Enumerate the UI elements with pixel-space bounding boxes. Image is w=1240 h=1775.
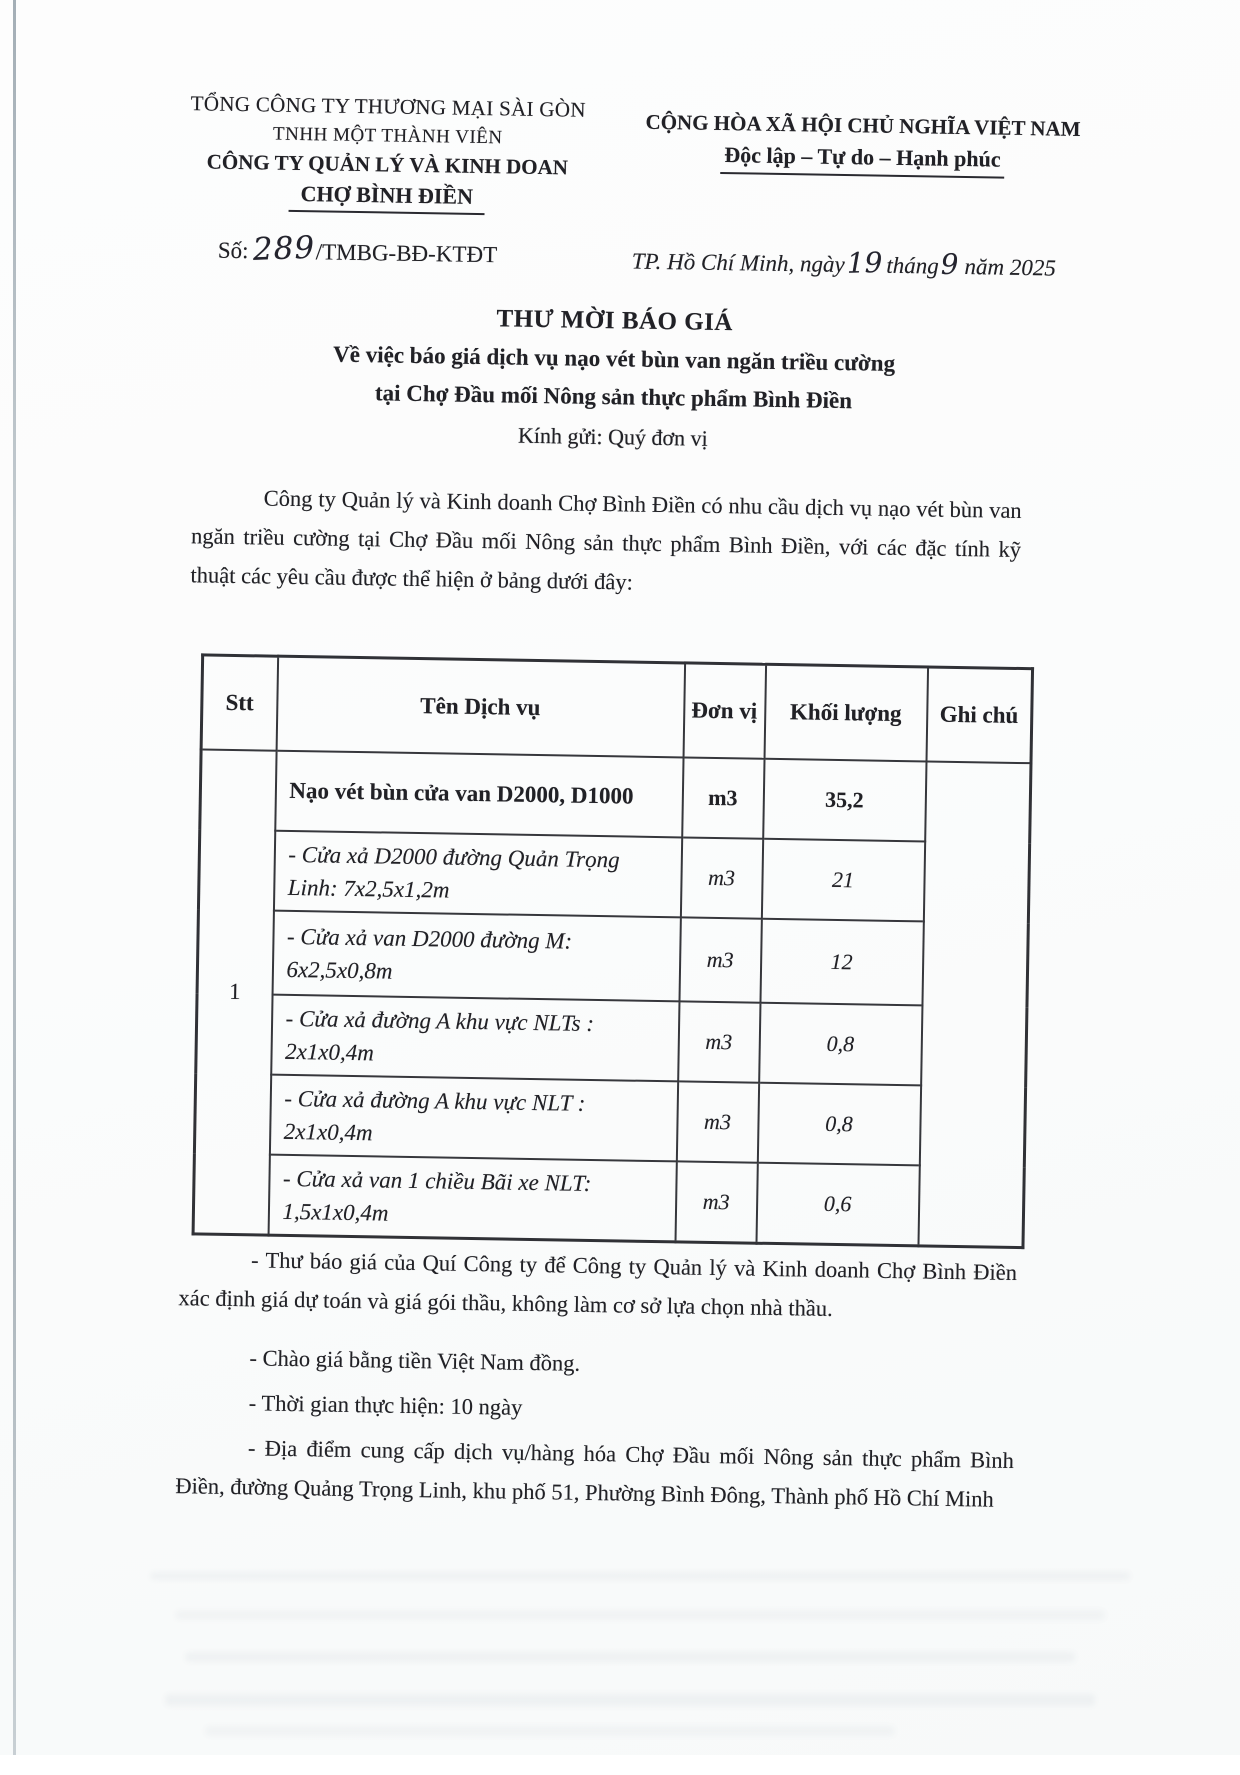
issuing-org-block [137, 88, 639, 217]
cell-unit: m3 [675, 1161, 757, 1243]
cell-quantity: 21 [761, 838, 924, 921]
term-item: - Thư báo giá của Quí Công ty để Công ty Quản lý và Kinh doanh Chợ Bình Điền xác định giá dự toán và giá gói thầu, không làm cơ sở lựa chọn nhà thầu. [178, 1247, 1018, 1321]
table-row [196, 993, 1027, 1087]
cell-stt: 1 [193, 749, 276, 1235]
cell-unit: m3 [676, 1081, 758, 1162]
cell-note-empty [918, 761, 1031, 1247]
col-header-service-name: Tên Dịch vụ [276, 656, 685, 757]
cell-quantity: 0,6 [756, 1162, 919, 1245]
national-motto: Độc lập – Tự do – Hạnh phúc [720, 139, 1005, 179]
services-table [192, 653, 1035, 1248]
terms-list [175, 1239, 1018, 1539]
date-month-word: tháng [886, 252, 939, 279]
cell-quantity: 12 [760, 918, 923, 1005]
date-month-handwritten: 9 [940, 247, 959, 281]
ref-number-handwritten: 289 [251, 229, 316, 268]
salutation: Kính gửi: Quý đơn vị [517, 422, 708, 451]
date-year: năm 2025 [964, 254, 1057, 281]
col-header-stt: Stt [201, 655, 278, 750]
bleed-through-line [165, 1694, 1095, 1706]
table-row [194, 1073, 1025, 1167]
col-header-note: Ghi chú [926, 667, 1033, 763]
cell-quantity: 0,8 [757, 1082, 920, 1165]
reference-number-line [218, 230, 498, 271]
document-subtitle-1: Về việc báo giá dịch vụ nạo vét bùn van ngăn triều cường [332, 341, 896, 376]
cell-quantity: 35,2 [763, 758, 926, 841]
term-item: - Chào giá bằng tiền Việt Nam đồng. [249, 1345, 581, 1376]
cell-quantity: 0,8 [759, 1002, 922, 1085]
date-day-handwritten: 19 [846, 246, 883, 280]
bleed-through-line [205, 1726, 895, 1736]
document-header [137, 88, 1089, 225]
table-header-row [201, 655, 1032, 763]
title-block [0, 292, 1235, 467]
cell-service-name: Nạo vét bùn cửa van D2000, D1000 [275, 750, 683, 837]
national-motto-line [637, 138, 1088, 180]
cell-unit: m3 [679, 917, 761, 1002]
document-title: THƯ MỜI BÁO GIÁ [496, 305, 734, 337]
national-title: CỘNG HÒA XÃ HỘI CHỦ NGHĨA VIỆT NAM [645, 109, 1081, 141]
org-company-type: TNHH MỘT THÀNH VIÊN [272, 123, 503, 149]
term-item: - Địa điểm cung cấp dịch vụ/hàng hóa Chợ Đầu mối Nông sản thực phẩm Bình Điền, đường Quảng Trọng Linh, khu phố 51, Phường Bình Đông, Thành phố Hồ Chí Minh [175, 1435, 1015, 1512]
table-row [200, 749, 1031, 843]
org-market-name-line [137, 176, 637, 217]
cell-unit: m3 [680, 837, 762, 918]
ref-label: Số: [217, 237, 249, 264]
cell-service-name: - Cửa xả van D2000 đường M: 6x2,5x0,8m [272, 910, 680, 1001]
cell-service-name: - Cửa xả D2000 đường Quản Trọng Linh: 7x2,5x1,2m [273, 830, 681, 917]
bleed-through-line [175, 1610, 1105, 1620]
cell-service-name: - Cửa xả van 1 chiều Bãi xe NLT: 1,5x1x0,4m [268, 1154, 676, 1241]
bleed-through-line [150, 1572, 1130, 1580]
cell-unit: m3 [682, 757, 764, 838]
date-place-prefix: TP. Hồ Chí Minh, ngày [631, 248, 845, 278]
intro-paragraph: Công ty Quản lý và Kinh doanh Chợ Bình Điền có nhu cầu dịch vụ nạo vét bùn van ngăn triều cường tại Chợ Đầu mối Nông sản thực phẩm Bình Điền, với các đặc tính kỹ thuật các yêu cầu được thể hiện ở bảng dưới đây: [190, 485, 1022, 595]
col-header-unit: Đơn vị [683, 663, 766, 758]
table-row [193, 1153, 1024, 1247]
cell-service-name: - Cửa xả đường A khu vực NLT : 2x1x0,4m [269, 1074, 677, 1161]
national-header-block [636, 97, 1088, 225]
cell-service-name: - Cửa xả đường A khu vực NLTs : 2x1x0,4m [271, 994, 679, 1081]
org-company-name: CÔNG TY QUẢN LÝ VÀ KINH DOAN [206, 149, 569, 180]
bleed-through-line [185, 1652, 1075, 1662]
org-parent-company: TỔNG CÔNG TY THƯƠNG MẠI SÀI GÒN [190, 91, 586, 122]
table-row [197, 909, 1028, 1007]
cell-unit: m3 [678, 1001, 760, 1082]
document-subtitle-2: tại Chợ Đầu mối Nông sản thực phẩm Bình Điền [374, 380, 853, 414]
date-line [632, 243, 1057, 283]
term-item: - Thời gian thực hiện: 10 ngày [248, 1390, 523, 1420]
table-row [198, 829, 1029, 923]
ref-code: /TMBG-BĐ-KTĐT [315, 239, 498, 268]
col-header-quantity: Khối lượng [764, 664, 928, 761]
org-market-name: CHỢ BÌNH ĐIỀN [288, 179, 485, 215]
